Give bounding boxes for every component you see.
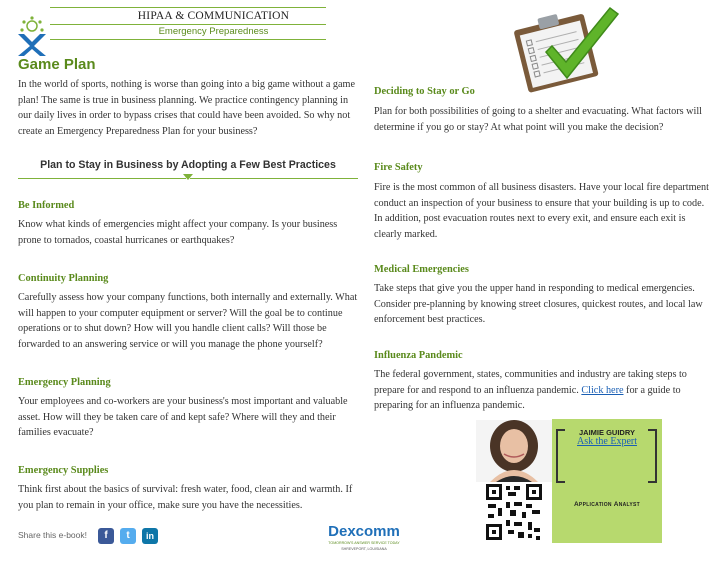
qr-code [484, 482, 544, 542]
section-text-be-informed: Know what kinds of emergencies might affect your company. Is your business prone to tornados, coastal hurricanes or earthquakes? [18, 219, 338, 246]
footer-brand-logo [322, 524, 406, 560]
header-title: HIPAA & COMMUNICATION [137, 10, 290, 22]
section-heading-continuity-planning: Continuity Planning [18, 273, 109, 284]
section-text-fire-safety: Fire is the most common of all business disasters. Have your local fire department conduct an inspection of your business to ensure that your building is up to code. In addition, post evacuation routes next to every exit, and ensure each exit is clearly marked. [374, 182, 709, 240]
section-text-influenza-pandemic [374, 367, 714, 414]
facebook-icon[interactable]: f [98, 528, 114, 544]
header-subtitle: Emergency Preparedness [158, 26, 269, 37]
section-text-medical-emergencies: Take steps that give you the upper hand in responding to medical emergencies. Consider pre-planning by knowing street closures, quickest routes, and local law enforcement best practices. [374, 283, 703, 326]
section-heading-emergency-supplies: Emergency Supplies [18, 465, 109, 476]
banner-rule-right [190, 178, 358, 179]
twitter-icon[interactable]: t [120, 528, 136, 544]
header-rule-top [50, 7, 326, 8]
section-heading-stay-or-go: Deciding to Stay or Go [374, 86, 475, 97]
footer-brand-name: Dexcomm [328, 523, 400, 540]
expert-name: JAIMIE GUIDRY [579, 428, 635, 437]
section-text-emergency-planning: Your employees and co-workers are your business's most important and valuable asset. How will they be taken care of and kept safe? Where will they and their families evacuate? [18, 396, 348, 439]
influenza-text-before: The federal government, states, communities and industry are taking steps to prepare for and respond to an influenza pandemic. [374, 369, 687, 396]
banner-title: Plan to Stay in Business by Adopting a Few Best Practices [40, 159, 336, 171]
footer-brand-sub: SHREVEPORT, LOUISIANA [341, 547, 387, 551]
qr-code-icon [484, 482, 544, 542]
ask-the-expert-link[interactable]: Ask the Expert [577, 436, 637, 447]
click-here-link[interactable]: Click here [581, 384, 624, 396]
section-heading-influenza-pandemic: Influenza Pandemic [374, 350, 463, 361]
share-label: Share this e-book! [18, 530, 87, 540]
section-text-stay-or-go: Plan for both possibilities of going to a shelter and evacuating. What factors will determine if you go or stay? At what point will you make the decision? [374, 106, 703, 133]
linkedin-icon[interactable]: in [142, 528, 158, 544]
banner-pointer [183, 174, 193, 180]
section-text-emergency-supplies: Think first about the basics of survival: fresh water, food, clean air and warmth. If you plan to remain in your office, make sure you have the necessities. [18, 484, 353, 511]
influenza-text-after: for a guide to preparing for an influenza pandemic. [374, 384, 681, 412]
section-heading-be-informed: Be Informed [18, 200, 75, 211]
dexcomm-mark-icon [10, 16, 46, 56]
footer-brand-tagline: TOMORROW'S ANSWER SERVICE TODAY [328, 541, 400, 545]
section-heading-emergency-planning: Emergency Planning [18, 377, 111, 388]
game-plan-heading: Game Plan [18, 56, 96, 73]
header-rule-bottom [50, 39, 326, 40]
header-rule-mid [50, 24, 326, 25]
section-heading-medical-emergencies: Medical Emergencies [374, 264, 469, 275]
clipboard-illustration [506, 2, 626, 94]
banner-rule-left [18, 178, 186, 179]
logo [10, 16, 46, 56]
person-avatar-icon [476, 420, 552, 482]
expert-role: Application Analyst [573, 501, 641, 508]
section-text-continuity-planning: Carefully assess how your company functions, both internally and externally. What will happen to your computer equipment or server? Will the goal be to continue operations or to shut down? How will you handle client calls? Will those be forwarded to an answering service or will you manage the phone yourself? [18, 292, 358, 350]
intro-text: In the world of sports, nothing is worse than going into a big game without a game plan! The same is true in business planning. We practice contingency planning in our daily lives in order to bypass crises that could have been avoided. So why not create an Emergency Preparedness Plan for your business? [18, 79, 355, 137]
expert-photo [476, 420, 552, 482]
section-heading-fire-safety: Fire Safety [374, 162, 423, 173]
clipboard-check-icon [506, 2, 626, 94]
